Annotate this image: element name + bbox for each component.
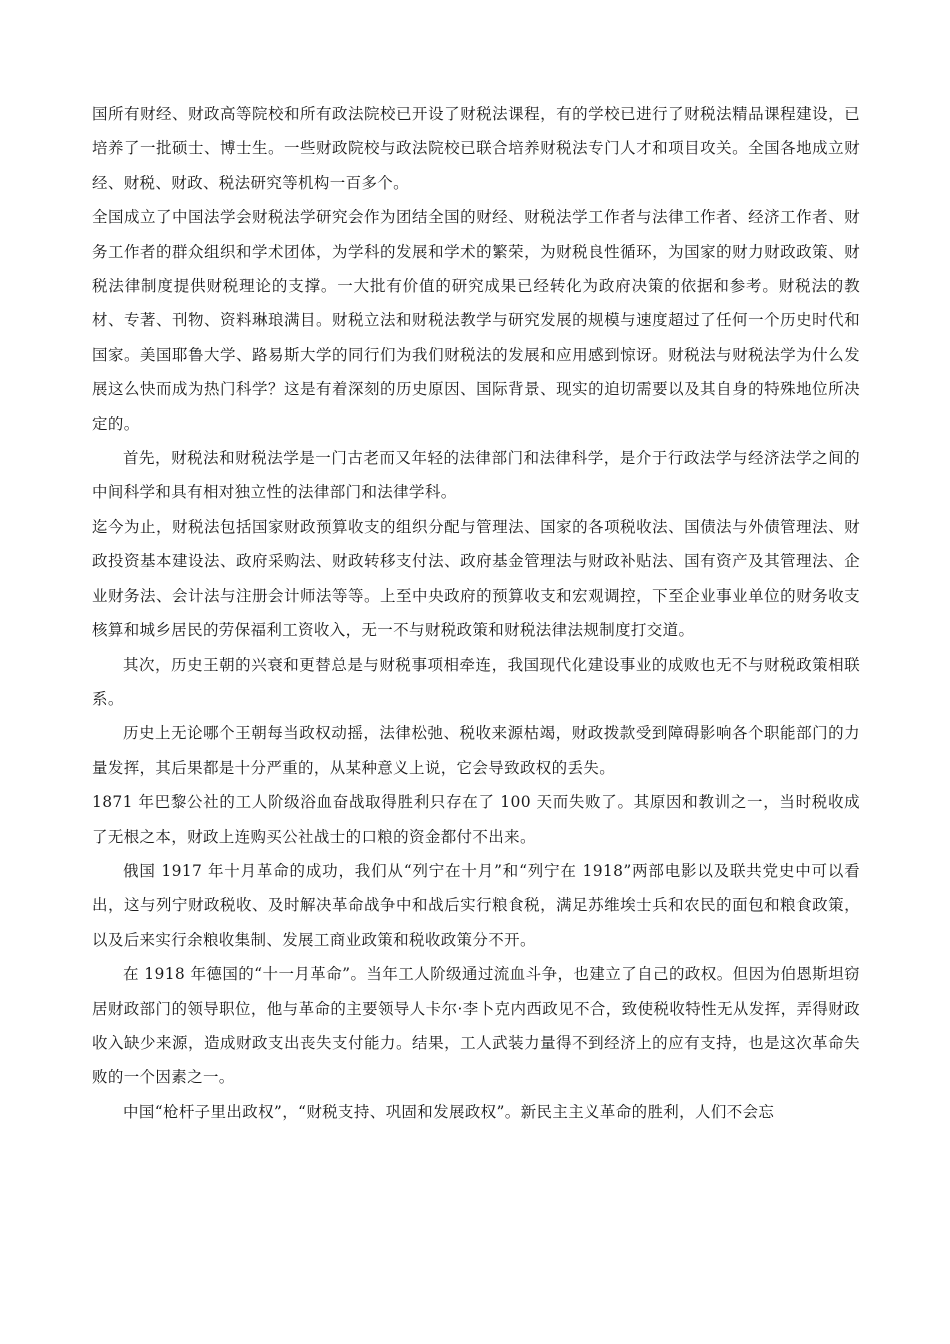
paragraph-first-point: 首先，财税法和财税法学是一门古老而又年轻的法律部门和法律科学，是介于行政法学与经济法学之间的中间科学和具有相对独立性的法律部门和法律学科。: [92, 449, 860, 502]
paragraph-research-society: 全国成立了中国法学会财税法学研究会作为团结全国的财经、财税法学工作者与法律工作者、经济工作者、财务工作者的群众组织和学术团体，为学科的发展和学术的繁荣，为财税良性循环，为国家的财力财政政策、财税法律制度提供财税理论的支撑。一大批有价值的研究成果已经转化为政府决策的依据和参考。财税法的教材、专著、刊物、资料琳琅满目。财税立法和财税法教学与研究发展的规模与速度超过了任何一个历史时代和国家。美国耶鲁大学、路易斯大学的同行们为我们财税法的发展和应用感到惊讶。财税法与财税法学为什么发展这么快而成为热门科学？这是有着深刻的历史原因、国际背景、现实的迫切需要以及其自身的特殊地位所决定的。: [92, 208, 860, 433]
paragraph-paris-commune: 1871 年巴黎公社的工人阶级浴血奋战取得胜利只存在了 100 天而失败了。其原因和教训之一，当时税收成了无根之本，财政上连购买公社战士的口粮的资金都付不出来。: [92, 793, 860, 846]
document-body: [92, 97, 860, 1129]
paragraph-institutions: 国所有财经、财政高等院校和所有政法院校已开设了财税法课程，有的学校已进行了财税法精品课程建设，已培养了一批硕士、博士生。一些财政院校与政法院校已联合培养财税法专门人才和项目攻关。全国各地成立财经、财税、财政、税法研究等机构一百多个。: [92, 105, 860, 192]
paragraph-october-revolution: 俄国 1917 年十月革命的成功，我们从“列宁在十月”和“列宁在 1918”两部电影以及联共党史中可以看出，这与列宁财政税收、及时解决革命战争中和战后实行粮食税，满足苏维埃士兵和农民的面包和粮食政策，以及后来实行余粮收集制、发展工商业政策和税收政策分不开。: [92, 861, 860, 949]
paragraph-china: 中国“枪杆子里出政权”，“财税支持、巩固和发展政权”。新民主主义革命的胜利，人们不会忘: [123, 1102, 775, 1121]
paragraph-scope-of-law: 迄今为止，财税法包括国家财政预算收支的组织分配与管理法、国家的各项税收法、国债法与外债管理法、财政投资基本建设法、政府采购法、财政转移支付法、政府基金管理法与财政补贴法、国有资产及其管理法、企业财务法、会计法与注册会计师法等等。上至中央政府的预算收支和宏观调控，下至企业事业单位的财务收支核算和城乡居民的劳保福利工资收入，无一不与财税政策和财税法律法规制度打交道。: [92, 517, 860, 640]
paragraph-german-revolution: 在 1918 年德国的“十一月革命”。当年工人阶级通过流血斗争，也建立了自己的政权。但因为伯恩斯坦窃居财政部门的领导职位，他与革命的主要领导人卡尔·李卜克内西政见不合，致使税收特性无从发挥，弄得财政收入缺少来源，造成财政支出丧失支付能力。结果，工人武装力量得不到经济上的应有支持，也是这次革命失败的一个因素之一。: [92, 965, 860, 1087]
paragraph-second-point: 其次，历史王朝的兴衰和更替总是与财税事项相牵连，我国现代化建设事业的成败也无不与财税政策相联系。: [92, 655, 860, 708]
paragraph-dynasties: 历史上无论哪个王朝每当政权动摇，法律松弛、税收来源枯竭，财政拨款受到障碍影响各个职能部门的力量发挥，其后果都是十分严重的，从某种意义上说，它会导致政权的丢失。: [92, 724, 860, 777]
